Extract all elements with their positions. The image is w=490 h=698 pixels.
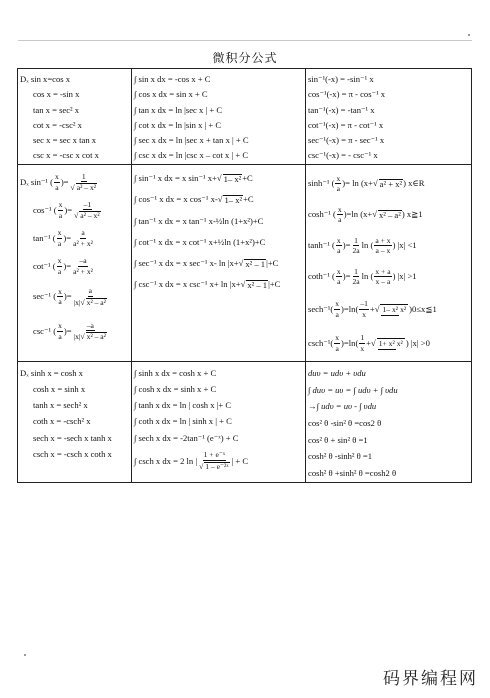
- numerator: x: [55, 172, 59, 182]
- fraction: [73, 201, 102, 220]
- denominator: x – a: [375, 277, 391, 287]
- formula-text: ) |x| <1: [392, 240, 417, 251]
- formula-line: ∫ csc x dx = ln |csc x – cot x | + C: [134, 150, 249, 161]
- formula-line: ∫ sec⁻¹ x dx = x sec⁻¹ x- ln |x+ √ x² – 1 |+C: [134, 258, 279, 269]
- formula-line: ∫ cos x dx = sin x + C: [134, 89, 208, 100]
- numerator: x: [58, 286, 62, 296]
- formula-text: ) |x| >0: [405, 337, 430, 348]
- formula-line: cosh⁻¹ ( $\frac{x}{a}$ )=ln (x+ √ x² – a² ) x≧1: [308, 204, 423, 225]
- radicand: a² – x²: [80, 211, 100, 221]
- denominator: √ 1 – e⁻²ˣ: [199, 462, 229, 472]
- numerator: –a: [79, 256, 87, 266]
- formula-line: ∫ coth x dx = ln | sinh x | + C: [134, 416, 232, 427]
- denominator: a: [335, 343, 339, 353]
- formula-line: ∫ csc⁻¹ x dx = x csc⁻¹ x+ ln |x+ √ x² – 1 |+C: [134, 279, 281, 290]
- formula-line: sech x = -sech x tanh x: [33, 432, 112, 443]
- fraction: [73, 322, 108, 341]
- denominator: a: [338, 215, 342, 225]
- denominator: a: [337, 246, 341, 256]
- denominator: a – x: [375, 246, 391, 256]
- fraction: [351, 268, 360, 286]
- radicand: x² – 1: [245, 258, 266, 269]
- formula-text: |+C: [268, 279, 281, 290]
- formula-text: | + C: [231, 455, 249, 466]
- inverse-hyperbolic-cell: [306, 165, 472, 362]
- formula-line: csc⁻¹(-x) = - csc⁻¹ x: [308, 150, 378, 161]
- formula-line: coth x = -csch² x: [33, 416, 91, 427]
- identities-cell: [306, 362, 472, 483]
- formula-line: [20, 168, 131, 196]
- formula-text: )= ln (x+: [342, 178, 373, 189]
- formula-line: ∫ cos⁻¹ x dx = x cos⁻¹ x- √ 1– x² +C: [134, 194, 254, 205]
- denominator: a: [58, 210, 63, 220]
- denominator: |x|√ x² – a²: [73, 332, 106, 342]
- denominator: a: [337, 277, 341, 287]
- numerator: x: [58, 321, 62, 331]
- page-mark: [468, 34, 470, 36]
- numerator: x: [335, 299, 340, 309]
- formula-text: +: [366, 337, 371, 348]
- numerator: 1: [360, 333, 365, 343]
- fraction: [374, 268, 391, 286]
- fraction: [72, 257, 94, 275]
- formula-text: )=: [342, 240, 351, 251]
- page-top-rule: [18, 40, 472, 41]
- formula-text: ln (: [361, 271, 374, 282]
- numerator: x + a: [375, 266, 391, 276]
- inverse-trig-integrals-cell: [132, 165, 306, 362]
- fraction: [359, 334, 365, 352]
- fraction: [57, 257, 63, 275]
- page-title: 微积分公式: [212, 51, 278, 65]
- table-row: [18, 165, 472, 362]
- page-mark: [24, 654, 26, 656]
- fraction: [374, 237, 391, 255]
- formula-line: cos² θ + sin² θ =1: [308, 434, 368, 445]
- formula-text: +C: [242, 173, 253, 184]
- numerator: x: [57, 256, 62, 266]
- radicand: x² – a²: [378, 209, 401, 220]
- denominator: a: [336, 184, 341, 194]
- radicand: x² – a²: [86, 297, 106, 307]
- fraction: [334, 300, 340, 318]
- fraction: [54, 173, 60, 191]
- fraction: [57, 229, 63, 247]
- numerator: x: [335, 333, 340, 343]
- formula-line: [20, 280, 131, 313]
- formula-line: [134, 446, 305, 476]
- numerator: x: [336, 173, 341, 183]
- formula-text: cosh⁻¹ (: [308, 209, 336, 220]
- radicand: x² – a²: [86, 332, 106, 342]
- radicand: x² – 1: [247, 279, 268, 290]
- formula-line: cos⁻¹(-x) = π - cos⁻¹ x: [308, 89, 386, 100]
- fraction: [335, 175, 341, 193]
- formula-table: [17, 68, 472, 483]
- numerator: –1: [83, 199, 92, 209]
- numerator: x: [336, 266, 341, 276]
- formula-text: csch⁻¹(: [308, 337, 334, 348]
- formula-line: sec x = sec x tan x: [33, 135, 97, 146]
- formula-text: ∫ csc⁻¹ x dx = x csc⁻¹ x+ ln |x+: [134, 279, 241, 290]
- radicand: 1 – e⁻²ˣ: [205, 462, 229, 472]
- formula-text: )=ln(: [341, 303, 359, 314]
- radicand: a² + x²: [379, 178, 403, 189]
- formula-line: csch x = -csch x coth x: [33, 448, 112, 459]
- formula-text: )=ln(: [341, 337, 359, 348]
- formula-line: [20, 252, 131, 280]
- numerator: 1: [354, 235, 358, 245]
- formula-line: ∫ cot x dx = ln |sin x | + C: [134, 119, 222, 130]
- formula-line: Dₓ sin x=cos x: [20, 74, 71, 85]
- fraction: [334, 334, 340, 352]
- abs-x: |x|: [73, 332, 81, 342]
- fn-label: sin⁻¹ (: [30, 176, 54, 187]
- formula-line: ∫ sin x dx = -cos x + C: [134, 74, 211, 85]
- formula-line: ∫ tan⁻¹ x dx = x tan⁻¹ x-½ln (1+x²)+C: [134, 215, 264, 226]
- formula-line: cos x = -sin x: [33, 89, 80, 100]
- denominator: x: [360, 343, 365, 353]
- numerator: x: [58, 200, 63, 210]
- formula-line: tan⁻¹(-x) = -tan⁻¹ x: [308, 104, 375, 115]
- fn-label: sec⁻¹ (: [33, 291, 57, 302]
- formula-line: ∫ tanh x dx = ln | cosh x |+ C: [134, 400, 232, 411]
- formula-text: ∫ sin⁻¹ x dx = x sin⁻¹ x+: [134, 173, 217, 184]
- formula-text: ) |x| >1: [392, 271, 417, 282]
- fn-label: )=: [63, 232, 72, 243]
- trig-integrals-cell: [132, 69, 306, 165]
- fraction: [336, 237, 342, 255]
- fraction: [57, 322, 63, 340]
- radicand: 1– x²: [224, 194, 243, 205]
- fn-label: cot⁻¹ (: [33, 260, 56, 271]
- watermark-logo: 码界编程网: [383, 669, 478, 689]
- formula-text: )=: [342, 271, 351, 282]
- table-row: [18, 362, 472, 483]
- formula-line: ∫ sinh x dx = cosh x + C: [134, 367, 217, 378]
- fn-label: )=: [63, 260, 72, 271]
- formula-line: cos² θ -sin² θ =cos2 θ: [308, 417, 382, 428]
- inverse-trig-identities-cell: [306, 69, 472, 165]
- formula-text: +C: [243, 194, 254, 205]
- fn-label: )=: [63, 291, 72, 302]
- numerator: 1+ x²: [378, 339, 395, 349]
- trig-derivatives-cell: [18, 69, 132, 165]
- denominator: a: [55, 182, 59, 192]
- numerator: a: [81, 228, 85, 238]
- radicand: 1– x²: [223, 173, 242, 184]
- fraction: [58, 201, 64, 219]
- formula-text: ∫ csch x dx = 2 ln |: [134, 455, 198, 466]
- formula-line: sech⁻¹( $\frac{x}{a}$ )=ln( $\frac{-1}{x}$ + √ 1– x² x² )0≤x≦1: [308, 299, 437, 319]
- formula-text: ln (: [361, 240, 374, 251]
- fraction: [73, 287, 108, 306]
- formula-text: )=ln (x+: [343, 209, 373, 220]
- numerator: 1 + e⁻ˣ: [203, 450, 226, 460]
- fraction: [351, 237, 360, 255]
- fraction: [72, 229, 94, 247]
- denominator: x: [362, 309, 366, 319]
- formula-line: cot x = -csc² x: [33, 119, 82, 130]
- formula-line: csch⁻¹( $\frac{x}{a}$ )=ln( $\frac{1}{x}$ + √ 1+ x² x² ) |x| >0: [308, 333, 430, 353]
- formula-line: ∫ sec x dx = ln |sec x + tan x | + C: [134, 135, 249, 146]
- denominator: a: [58, 297, 62, 307]
- fraction: [57, 288, 63, 306]
- hyperbolic-derivatives-cell: [18, 362, 132, 483]
- formula-line: [20, 224, 131, 252]
- denominator: a: [57, 238, 62, 248]
- denominator: x²: [396, 339, 403, 349]
- fn-label: )=: [63, 325, 72, 336]
- denominator: 2a: [352, 277, 360, 287]
- formula-text: ) x≧1: [401, 209, 423, 220]
- formula-line: ∫ cosh x dx = sinh x + C: [134, 384, 217, 395]
- formula-line: sinh⁻¹ ( $\frac{x}{a}$ )= ln (x+ √ a² + x² ) x∈R: [308, 173, 425, 194]
- formula-line: csc x = -csc x cot x: [33, 150, 99, 161]
- formula-line: Dₓ sinh x = cosh x: [20, 367, 83, 378]
- fraction: [336, 268, 342, 286]
- formula-line: ∫ cot⁻¹ x dx = x cot⁻¹ x+½ln (1+x²)+C: [134, 237, 266, 248]
- fn-label: cos⁻¹ (: [33, 204, 57, 215]
- formula-line: [308, 261, 471, 292]
- hyperbolic-integrals-cell: [132, 362, 306, 483]
- formula-text: ) x∈R: [403, 178, 425, 189]
- formula-line: cot⁻¹(-x) = π - cot⁻¹ x: [308, 119, 384, 130]
- formula-line: cosh² θ -sinh² θ =1: [308, 451, 373, 462]
- formula-text: ∫ cos⁻¹ x dx = x cos⁻¹ x-: [134, 194, 218, 205]
- fraction: [380, 304, 408, 314]
- numerator: a: [88, 286, 92, 296]
- abs-x: |x|: [73, 297, 81, 307]
- numerator: a + x: [375, 235, 391, 245]
- fraction: [337, 206, 343, 224]
- formula-text: ∫ sec⁻¹ x dx = x sec⁻¹ x- ln |x+: [134, 258, 239, 269]
- numerator: x: [336, 235, 341, 245]
- formula-line: duυ = udυ + υdu: [308, 368, 366, 379]
- formula-line: tan x = sec² x: [33, 104, 80, 115]
- formula-line: cosh² θ +sinh² θ =cosh2 θ: [308, 467, 397, 478]
- denominator: a² + x²: [73, 266, 93, 276]
- fn-label: tan⁻¹ (: [33, 232, 56, 243]
- d-prefix: Dₓ: [20, 176, 29, 187]
- formula-line: sec⁻¹(-x) = π - sec⁻¹ x: [308, 135, 385, 146]
- denominator: √ a² – x²: [74, 211, 100, 221]
- numerator: –a: [86, 320, 94, 330]
- formula-text: |+C: [266, 258, 279, 269]
- denominator: a: [335, 309, 339, 319]
- formula-text: tanh⁻¹ (: [308, 240, 335, 251]
- formula-text: )0≤x≦1: [409, 303, 437, 314]
- denominator: |x|√ x² – a²: [73, 297, 106, 307]
- formula-line: tanh x = sech² x: [33, 400, 88, 411]
- denominator: √ a² – x²: [70, 183, 97, 193]
- formula-line: [20, 313, 131, 349]
- table-row: [18, 69, 472, 165]
- formula-line: ∫ sech x dx = -2tan⁻¹ (e⁻ˣ) + C: [134, 432, 239, 443]
- formula-text: sinh⁻¹ (: [308, 178, 335, 189]
- formula-line: cosh x = sinh x: [33, 384, 86, 395]
- fn-label: csc⁻¹ (: [33, 325, 57, 336]
- formula-text: sech⁻¹(: [308, 303, 334, 314]
- denominator: a² + x²: [73, 238, 93, 248]
- formula-line: sin⁻¹(-x) = -sin⁻¹ x: [308, 74, 374, 85]
- denominator: a: [58, 331, 62, 341]
- fraction: [198, 451, 230, 470]
- inverse-trig-derivatives-cell: [18, 165, 132, 362]
- fn-label: )=: [60, 176, 69, 187]
- fraction: [359, 300, 369, 318]
- radicand: a² – x²: [76, 183, 97, 193]
- formula-text: +: [369, 303, 375, 314]
- denominator: 2a: [352, 246, 360, 256]
- formula-text: coth⁻¹ (: [308, 271, 335, 282]
- formula-line: ∫ sin⁻¹ x dx = x sin⁻¹ x+ √ 1– x² +C: [134, 173, 253, 184]
- numerator: x: [337, 204, 342, 214]
- numerator: –1: [360, 299, 368, 309]
- formula-line: →∫ udυ = uυ - ∫ υdu: [308, 401, 377, 412]
- denominator: a: [57, 266, 62, 276]
- formula-line: [308, 230, 471, 261]
- numerator: 1– x²: [382, 305, 399, 315]
- denominator: x²: [400, 305, 407, 315]
- numerator: x: [57, 228, 62, 238]
- formula-line: ∫ tan x dx = ln |sec x | + C: [134, 104, 223, 115]
- fn-label: )=: [64, 204, 73, 215]
- numerator: 1: [354, 266, 358, 276]
- numerator: 1: [81, 171, 86, 181]
- formula-line: [20, 196, 131, 224]
- formula-line: ∫ duυ = uυ = ∫ udυ + ∫ υdu: [308, 384, 398, 395]
- fraction: [377, 338, 405, 348]
- fraction: [70, 173, 99, 192]
